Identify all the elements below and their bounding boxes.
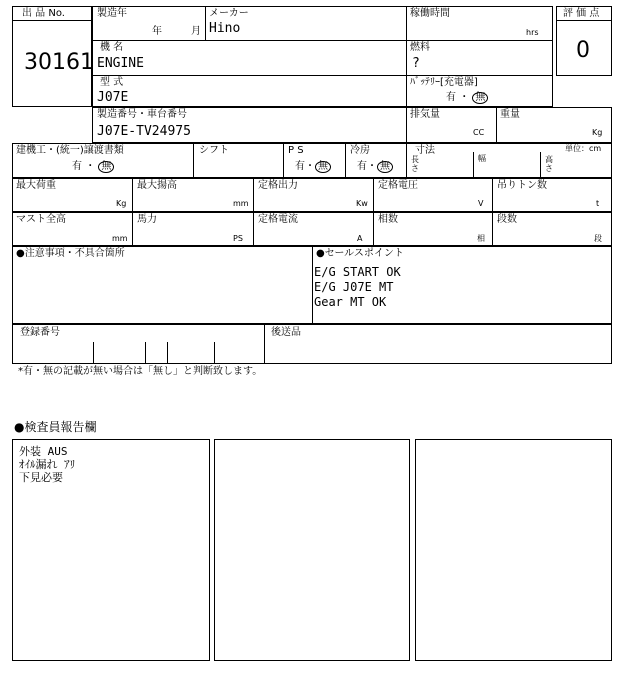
inspector-report-box-2 [214,439,410,661]
footnote: *有・無の記載が無い場合は「無し」と判断致します。 [18,366,263,377]
max-load-label: 最大荷重 [16,180,56,191]
maker-label: メーカー [209,8,249,19]
weight-unit: Kg [592,128,603,137]
horsepower-label: 馬力 [137,214,157,225]
max-lift-label: 最大揚高 [137,180,177,191]
displacement-unit: CC [473,128,485,137]
ps-label: P S [288,145,304,156]
report-line: 下見必要 [19,471,63,484]
phase-unit: 相 [477,234,485,243]
battery-yes-no: 有 ・ 無 [446,92,488,104]
fuel-value: ? [412,56,420,71]
registration-section [12,324,612,364]
serial-label: 製造番号・車台番号 [97,109,187,120]
ac-yes-no: 有・ 無 [357,161,393,173]
battery-label: ﾊﾞｯﾃﾘｰ[充電器] [410,77,478,88]
lot-no-label: 出 品 No. [22,8,65,19]
sales-point-item: Gear MT OK [314,295,387,309]
inspector-report-title: ●検査員報告欄 [14,420,97,434]
lift-ton-unit: t [596,199,600,208]
rated-output-unit: Kw [356,199,368,208]
model-name-value: ENGINE [97,56,144,71]
fuel-label: 燃料 [410,42,430,53]
transfer-docs-yes-no: 有 ・ 無 [72,161,114,173]
shipping-items-label: 後送品 [271,327,301,338]
shift-label: シフト [199,145,229,156]
ps-yes-no: 有・ 無 [295,161,331,173]
phase-label: 相数 [378,214,398,225]
dims-label: 寸法 [415,145,435,156]
rated-output-label: 定格出力 [258,180,298,191]
mast-height-label: マスト全高 [16,214,66,225]
month-unit: 月 [191,26,201,37]
no-circle-mark: 無 [472,92,488,104]
rated-voltage-unit: V [478,199,484,208]
max-lift-unit: mm [233,199,249,208]
weight-label: 重量 [500,109,520,120]
dims-length-label: 長 さ [411,155,419,173]
displacement-label: 排気量 [410,109,440,120]
rating-label: 評 価 点 [563,8,600,19]
registration-no-label: 登録番号 [20,327,60,338]
year-label: 製造年 [97,8,127,19]
steps-unit: 段 [594,234,602,243]
dims-width-label: 幅 [478,154,486,163]
spec-row-4 [12,212,612,246]
year-unit: 年 [152,26,162,37]
max-load-unit: Kg [116,199,127,208]
maker-value: Hino [209,21,241,36]
type-value: J07E [97,90,129,105]
ac-label: 冷房 [350,145,370,156]
sales-point-item: E/G START OK [314,265,401,279]
dims-unit: 単位：cm [565,144,602,153]
type-label: 型 式 [100,77,124,88]
transfer-docs-label: 建機工・(統一)譲渡書類 [16,145,124,156]
hours-unit: hrs [526,28,539,37]
sales-points-label: ●セールスポイント [316,248,404,259]
model-name-label: 機 名 [100,42,124,53]
report-line: ｵｲﾙ漏れ ｱﾘ [19,458,76,471]
no-circle-mark: 無 [98,161,114,173]
lot-no-value: 30161 [24,50,94,75]
horsepower-unit: PS [233,234,243,243]
rated-voltage-label: 定格電圧 [378,180,418,191]
defects-label: ●注意事項・不具合箇所 [16,248,125,259]
lift-ton-label: 吊りトン数 [497,180,547,191]
no-circle-mark: 無 [377,161,393,173]
no-circle-mark: 無 [315,161,331,173]
sales-point-item: E/G J07E MT [314,280,394,294]
rated-current-label: 定格電流 [258,214,298,225]
rating-value: 0 [576,38,590,63]
inspector-report-box-3 [415,439,612,661]
hours-label: 稼働時間 [410,8,450,19]
report-line: 外装 AUS [19,445,68,458]
mast-height-unit: mm [112,234,128,243]
dims-height-label: 高 さ [545,155,553,173]
steps-label: 段数 [497,214,517,225]
rated-current-unit: A [357,234,363,243]
serial-value: J07E-TV24975 [97,124,191,139]
